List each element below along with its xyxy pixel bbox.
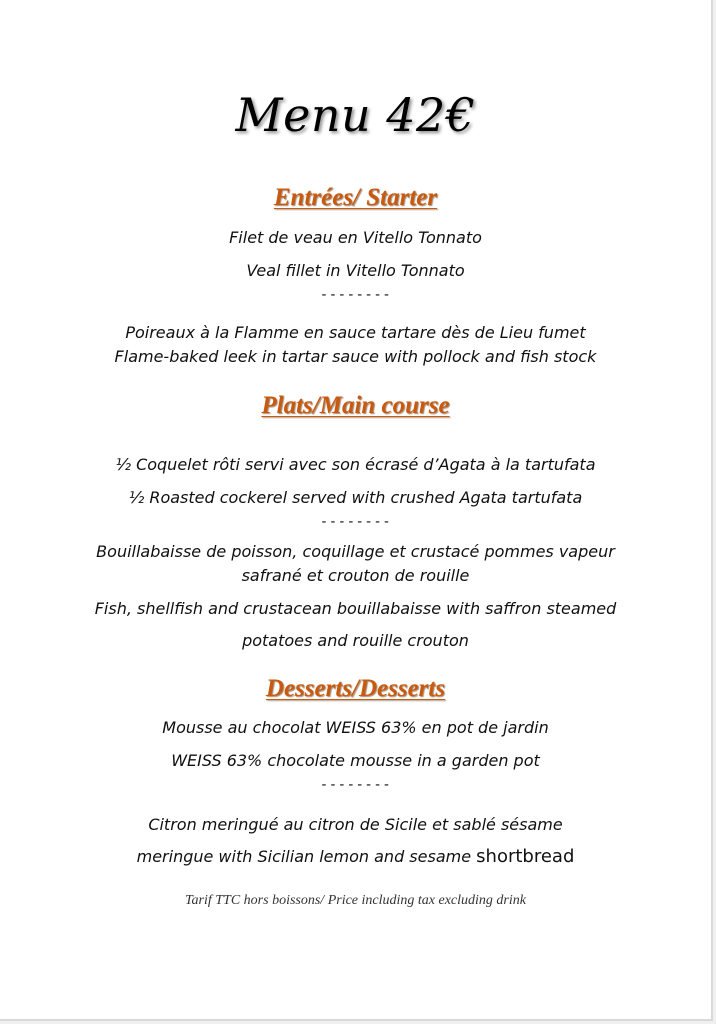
section-heading-starters: Entrées/ Starter [273, 184, 438, 211]
menu-item: ½ Coquelet rôti servi avec son écrasé d’Agata à la tartufata [115, 455, 596, 474]
menu-item: Filet de veau en Vitello Tonnato [229, 228, 482, 247]
menu-item: potatoes and rouille crouton [242, 631, 469, 650]
menu-item: Poireaux à la Flamme en sauce tartare dès de Lieu fumet [125, 323, 586, 342]
separator: -------- [319, 514, 392, 530]
menu-item [0, 846, 711, 867]
menu-item-word: shortbread [476, 846, 575, 867]
section-heading-desserts: Desserts/Desserts [265, 675, 446, 702]
separator: -------- [319, 287, 392, 303]
menu-item: WEISS 63% chocolate mousse in a garden pot [171, 751, 540, 770]
menu-item: ½ Roasted cockerel served with crushed Agata tartufata [128, 488, 583, 507]
menu-item: Fish, shellfish and crustacean bouillabaisse with saffron steamed [94, 599, 617, 618]
section-heading-mains: Plats/Main course [261, 392, 450, 419]
menu-item: Mousse au chocolat WEISS 63% en pot de jardin [162, 718, 549, 737]
separator: -------- [319, 777, 392, 793]
menu-item: Citron meringué au citron de Sicile et sablé sésame [148, 815, 563, 834]
menu-item: safrané et crouton de rouille [241, 566, 470, 585]
menu-item: Veal fillet in Vitello Tonnato [246, 261, 465, 280]
menu-item: Bouillabaisse de poisson, coquillage et crustacé pommes vapeur [96, 542, 615, 561]
menu-item-text: meringue with Sicilian lemon and sesame [136, 847, 472, 866]
menu-item: Flame-baked leek in tartar sauce with pollock and fish stock [114, 347, 597, 366]
price-footnote: Tarif TTC hors boissons/ Price including tax excluding drink [185, 893, 526, 908]
menu-title: Menu 42€ [235, 88, 476, 142]
